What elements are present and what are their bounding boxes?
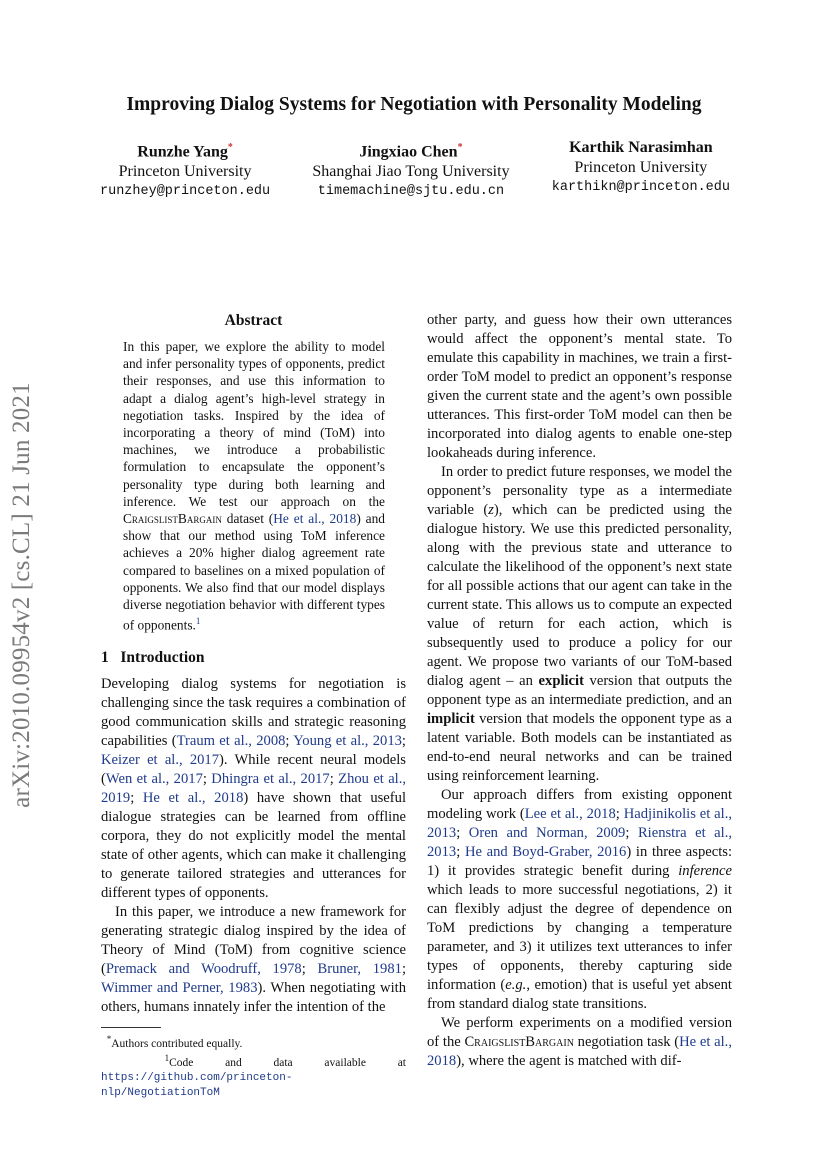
equal-contribution-mark: * (457, 142, 463, 153)
dataset-name: CraigslistBargain (123, 511, 222, 527)
author-affiliation: Princeton University (574, 159, 708, 176)
citation-link[interactable]: Wen et al., 2017 (105, 770, 203, 787)
citation-link[interactable]: Traum et al., 2008 (176, 732, 286, 749)
citation-link[interactable]: Hadjinikolis et al., 2013 (427, 806, 732, 841)
author-affiliation: Princeton University (118, 163, 252, 181)
intro-paragraph-2: In this paper, we introduce a new framework for generating strategic dialog inspired by the idea of Theory of Mind (ToM) from cognitive science (Premack and Woodruff, 1978; Bruner, 1981; Wimmer and Perner, 1983). When negotiating with others, humans innately infer the intention of the (101, 903, 406, 1015)
citation-link[interactable]: He et al., 2018 (273, 511, 357, 527)
footnote-1: *Authors contributed equally. (106, 1033, 243, 1050)
footnote-divider (101, 1027, 161, 1028)
author-1 (100, 138, 270, 202)
code-url-link[interactable]: https://github.com/princeton-nlp/NegotiationToM (101, 1071, 293, 1099)
citation-link[interactable]: Bruner, 1981 (317, 960, 402, 977)
footnote-2: $^1$Code and data available at https://github.com/princeton-nlp/NegotiationToM (101, 1052, 407, 1099)
author-name: Karthik Narasimhan (569, 139, 713, 156)
author-name: Jingxiao Chen (359, 143, 458, 161)
author-affiliation: Shanghai Jiao Tong University (312, 163, 510, 181)
intro-paragraph-1: Developing dialog systems for negotiation is challenging since the task requires a combination of good communication skills and strategic reasoning capabilities (Traum et al., 2008; Young et al., 2013; Keizer et al., 2017). While recent neural models (Wen et al., 2017; Dhingra et al., 2017; Zhou et al., 2019; He et al., 2018) have shown that useful dialogue strategies can be learned from offline corpora, they do not explicitly model the mental state of other agents, which can make it challenging to generate tailored strategies and utterances for different types of opponents. (101, 675, 407, 901)
right-paragraph-2: In order to predict future responses, we model the opponent’s personality type as a intermediate variable (z), which can be predicted using the dialogue history. We use this predicted personality, along with the previous state and utterance to calculate the likelihood of the opponent’s next state for all possible actions that our agent can take in the current state. This allows us to compute an expected value of return for each action, which is subsequently used to produce a policy for our agent. We propose two variants of our ToM-based dialog agent – an explicit version that outputs the opponent type as an intermediate prediction, and an implicit version that models the opponent type as a latent variable. Both models can be instantiated as end-to-end neural networks and can be trained using reinforcement learning. (427, 464, 732, 784)
section-heading: 1 Introduction (101, 648, 205, 666)
citation-link[interactable]: Rienstra et al., 2013 (427, 825, 733, 860)
author-name: Runzhe Yang (137, 143, 228, 161)
citation-link[interactable]: Zhou et al., 2019 (101, 770, 407, 806)
citation-link[interactable]: Oren and Norman, 2009 (468, 825, 626, 841)
abstract-body: In this paper, we explore the ability to model and infer personality types of opponents, predict their responses, and use this information to adapt a dialog agent’s high-level strategy in negotiation tasks. Inspired by the idea of incorporating a theory of mind (ToM) into machines, we introduce a probabilistic formulation to encapsulate the opponent’s personality type during both learning and inference. We test our approach on the CraigslistBargain dataset (He et al., 2018) and show that our method using ToM inference achieves a 20% higher dialog agreement rate compared to baselines on a mixed population of opponents. We also find that our model displays diverse negotiation behavior with different types of opponents.$^1$ (123, 339, 385, 633)
dataset-name: CraigslistBargain (464, 1034, 574, 1050)
abstract-heading: Abstract (224, 312, 283, 329)
author-2 (312, 138, 509, 202)
right-paragraph-4: We perform experiments on a modified version of the CraigslistBargain negotiation task (He et al., 2018), where the agent is matched with dif- (427, 1015, 732, 1069)
author-email[interactable]: karthikn@princeton.edu (551, 180, 730, 195)
variable-z: z (488, 502, 494, 518)
right-paragraph-1: other party, and guess how their own utterances would affect the opponent’s mental state. To emulate this capability in machines, we train a first-order ToM model to predict an opponent’s response given the current state and the agent’s own possible utterances. This first-order ToM model can then be incorporated into dialog agents to enable one-step lookaheads during inference. (427, 312, 732, 461)
author-block (100, 138, 730, 202)
footnote-ref[interactable]: 1 (195, 616, 201, 627)
author-email[interactable]: timemachine@sjtu.edu.cn (317, 184, 505, 200)
right-column (427, 311, 732, 1071)
equal-contribution-mark: * (227, 142, 233, 153)
citation-link[interactable]: Lee et al., 2018 (524, 806, 616, 822)
author-3 (552, 138, 730, 202)
citation-link[interactable]: Dhingra et al., 2017 (211, 770, 330, 787)
paper-title: Improving Dialog Systems for Negotiation with Personality Modeling (126, 94, 702, 115)
citation-link[interactable]: Wimmer and Perner, 1983 (101, 979, 258, 996)
citation-link[interactable]: He and Boyd-Graber, 2016 (464, 844, 627, 860)
citation-link[interactable]: He et al., 2018 (427, 1034, 732, 1069)
citation-link[interactable]: He et al., 2018 (142, 789, 244, 806)
citation-link[interactable]: Premack and Woodruff, 1978 (105, 960, 302, 977)
left-column (101, 311, 406, 1100)
author-email[interactable]: runzhey@princeton.edu (100, 184, 271, 200)
citation-link[interactable]: Young et al., 2013 (293, 732, 402, 749)
citation-link[interactable]: Keizer et al., 2017 (101, 751, 220, 768)
right-paragraph-3: Our approach differs from existing opponent modeling work (Lee et al., 2018; Hadjinikolis et al., 2013; Oren and Norman, 2009; Rienstra et al., 2013; He and Boyd-Graber, 2016) in three aspects: 1) it provides strategic benefit during inference which leads to more successful negotiations, 2) it can flexibly adjust the degree of dependence on ToM predictions by changing a temperature parameter, and 3) it utilizes text utterances to infer types of opponents, thereby capturing side information (e.g., emotion) that is useful yet absent from standard dialog state transitions. (427, 787, 733, 1012)
